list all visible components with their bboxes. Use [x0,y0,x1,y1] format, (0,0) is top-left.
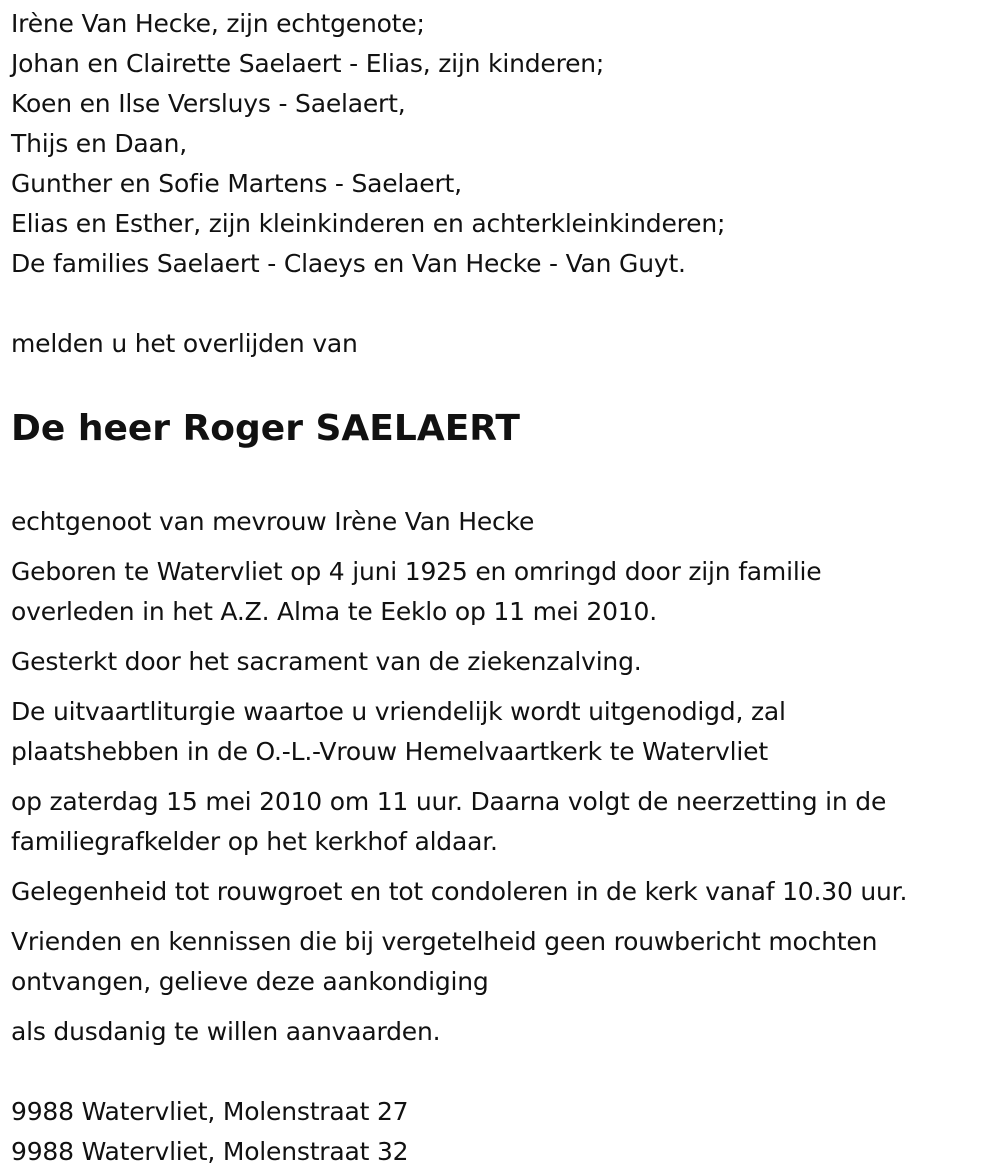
paragraph-line: als dusdanig te willen aanvaarden. [11,1017,441,1046]
intro-text: melden u het overlijden van [11,329,358,358]
spouse-line: echtgenoot van mevrouw Irène Van Hecke [11,507,535,536]
funeral-date-paragraph [11,782,996,862]
deceased-name: De heer Roger SAELAERT [11,408,520,449]
paragraph-line: Gesterkt door het sacrament van de ziekenzalving. [11,647,642,676]
funeral-paragraph [11,692,996,772]
paragraph-line: Vrienden en kennissen die bij vergetelheid geen rouwbericht mochten [11,927,878,956]
paragraph-line: familiegrafkelder op het kerkhof aldaar. [11,827,498,856]
paragraph-line: op zaterdag 15 mei 2010 om 11 uur. Daarna volgt de neerzetting in de [11,787,887,816]
family-line: De families Saelaert - Claeys en Van Hecke - Van Guyt. [11,249,686,278]
accept-paragraph [11,1012,996,1052]
family-list [11,4,996,284]
family-line: Thijs en Daan, [11,129,188,158]
family-line: Elias en Esther, zijn kleinkinderen en achterkleinkinderen; [11,209,726,238]
paragraph-line: ontvangen, gelieve deze aankondiging [11,967,489,996]
address-line: 9988 Watervliet, Molenstraat 27 [11,1097,409,1126]
family-line: Gunther en Sofie Martens - Saelaert, [11,169,462,198]
family-line: Irène Van Hecke, zijn echtgenote; [11,9,425,38]
family-line: Johan en Clairette Saelaert - Elias, zijn kinderen; [11,49,605,78]
birth-death-paragraph [11,552,996,632]
address-block [11,1092,996,1172]
death-notice [11,0,996,1172]
paragraph-line: De uitvaartliturgie waartoe u vriendelijk wordt uitgenodigd, zal [11,697,786,726]
paragraph-line: plaatshebben in de O.-L.-Vrouw Hemelvaartkerk te Watervliet [11,737,768,766]
notice-paragraph [11,922,996,1002]
paragraph-line: Gelegenheid tot rouwgroet en tot condoleren in de kerk vanaf 10.30 uur. [11,877,908,906]
condolence-paragraph [11,872,996,912]
sacrament-paragraph [11,642,996,682]
paragraph-line: overleden in het A.Z. Alma te Eeklo op 11 mei 2010. [11,597,657,626]
address-line: 9988 Watervliet, Molenstraat 32 [11,1137,409,1166]
paragraph-line: Geboren te Watervliet op 4 juni 1925 en omringd door zijn familie [11,557,822,586]
family-line: Koen en Ilse Versluys - Saelaert, [11,89,406,118]
